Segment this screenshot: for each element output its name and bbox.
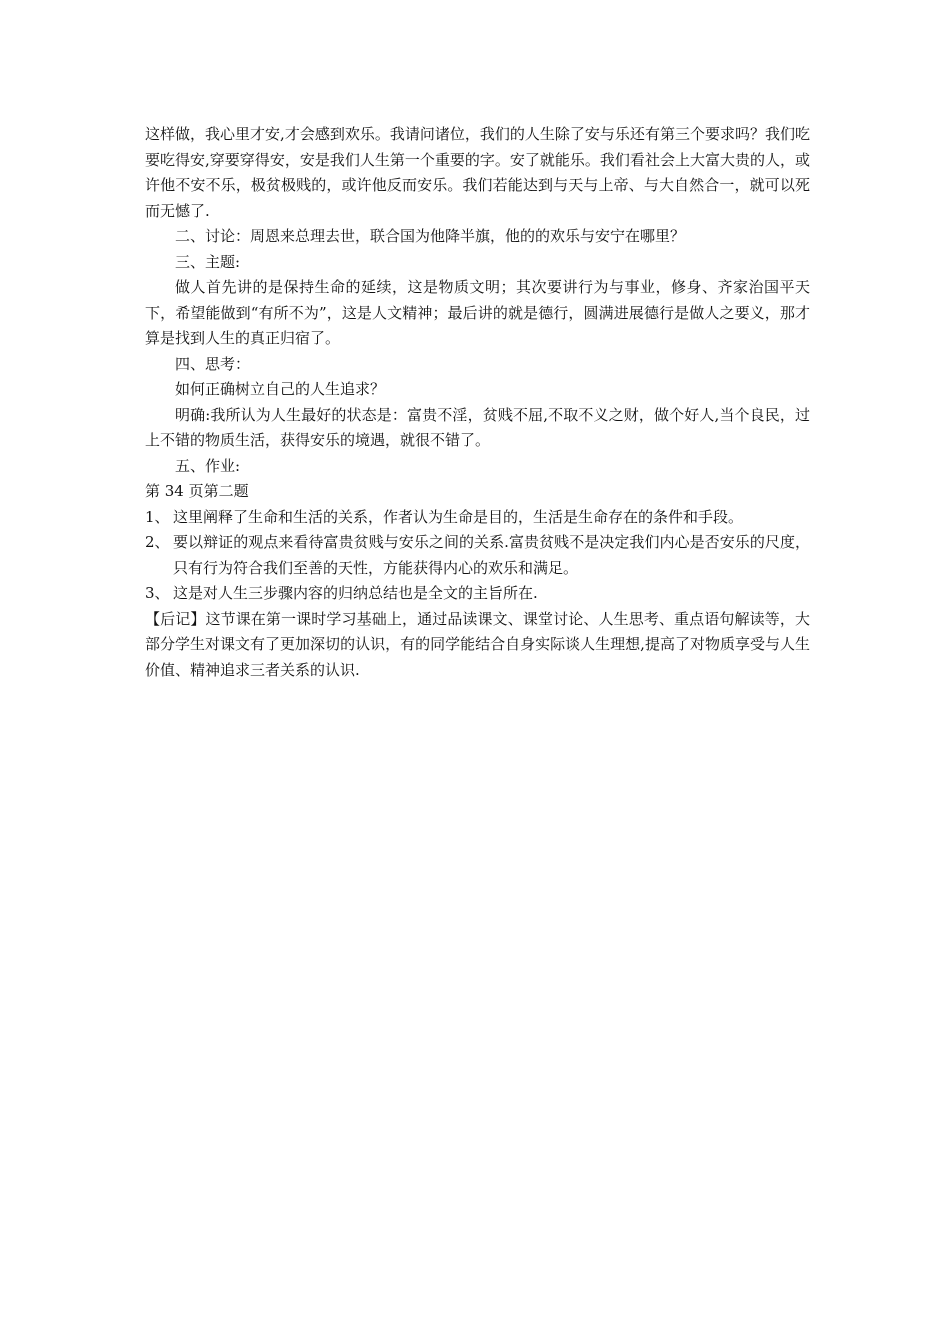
postscript: 【后记】这节课在第一课时学习基础上，通过品读课文、课堂讨论、人生思考、重点语句解读等，大部分学生对课文有了更加深切的认识，有的同学能结合自身实际谈人生理想,提高了对物质享受与人生价值、精神追求三者关系的认识. [145,609,810,679]
list-item [145,505,810,531]
paragraph-intro: 这样做，我心里才安,才会感到欢乐。我请问诸位，我们的人生除了安与乐还有第三个要求吗？我们吃要吃得安,穿要穿得安，安是我们人生第一个重要的字。安了就能乐。我们看社会上大富大贵的人，或许他不安不乐，极贫极贱的，或许他反而安乐。我们若能达到与天与上帝、与大自然合一，就可以死而无憾了. [145,125,810,220]
list-item-number: 3、 [145,584,170,602]
homework-reference: 第 34 页第二题 [145,482,249,500]
think-question: 如何正确树立自己的人生追求？ [175,380,386,398]
list-item-text: 要以辩证的观点来看待富贵贫贱与安乐之间的关系.富贵贫贱不是决定我们内心是否安乐的尺度，只有行为符合我们至善的天性，方能获得内心的欢乐和满足。 [173,533,810,577]
list-item-text: 这里阐释了生命和生活的关系，作者认为生命是目的，生活是生命存在的条件和手段。 [173,507,744,526]
homework-heading: 五、作业: [175,456,241,475]
theme-heading: 三、主题: [175,252,241,271]
list-item-number: 2、 [145,533,170,551]
list-item-number: 1、 [145,507,170,526]
document-page [145,122,810,683]
list-item [145,581,810,607]
think-heading: 四、思考： [175,354,251,373]
think-answer: 明确:我所认为人生最好的状态是：富贵不淫，贫贱不屈,不取不义之财，做个好人,当个良民，过上不错的物质生活，获得安乐的境遇，就很不错了。 [145,405,810,449]
list-item [145,530,810,581]
list-item-text: 这是对人生三步骤内容的归纳总结也是全文的主旨所在. [173,584,538,602]
theme-body: 做人首先讲的是保持生命的延续，这是物质文明；其次要讲行为与事业，修身、齐家治国平天下，希望能做到“有所不为”，这是人文精神；最后讲的就是德行，圆满进展德行是做人之要义，那才算是找到人生的真正归宿了。 [145,278,810,347]
discussion-section: 二、讨论：周恩来总理去世，联合国为他降半旗，他的的欢乐与安宁在哪里？ [175,227,686,245]
